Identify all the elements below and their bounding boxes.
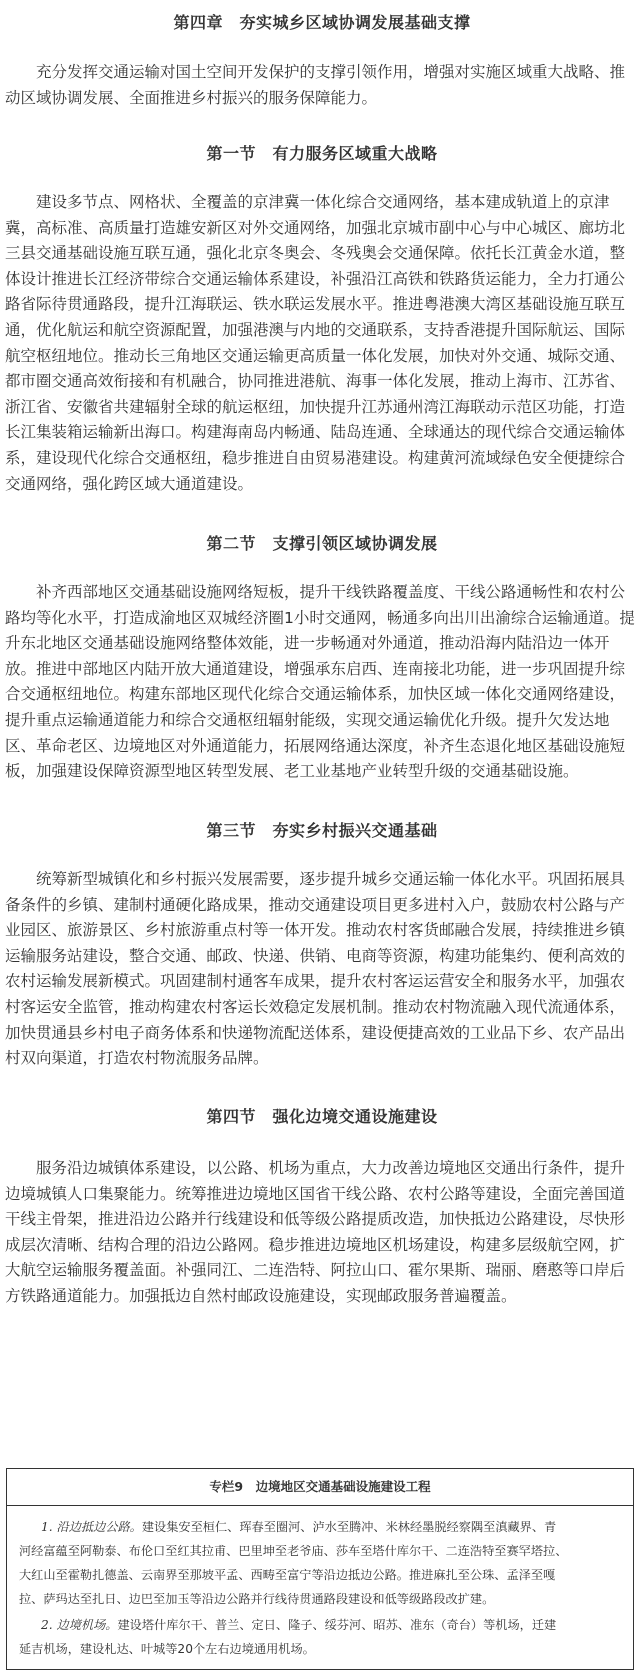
text-line: 干线主骨架，推进沿边公路并行线建设和低等级公路提质改造，加快抵边公路建设，尽快形	[5, 1210, 626, 1229]
text-line: 动区域协调发展、全面推进乡村振兴的服务保障能力。	[5, 88, 378, 107]
text-line: 交通网络，强化跨区域大通道建设。	[5, 474, 254, 493]
feature-box-title: 专栏9 边境地区交通基础设施建设工程	[209, 1479, 431, 1494]
text-line: 备条件的乡镇、建制村通硬化路成果，推动交通建设项目更多进村入户，鼓励农村公路与产	[5, 895, 626, 914]
chapter-title: 第四章 夯实城乡区域协调发展基础支撑	[173, 13, 471, 32]
item-text: 建设塔什库尔干、普兰、定日、隆子、绥芬河、昭苏、准东（奇台）等机场，迁建	[117, 1618, 557, 1632]
text-line: 提升重点运输通道能力和综合交通枢纽辐射能级，实现交通运输优化升级。提升欠发达地	[5, 710, 610, 729]
text-line: 冀，高标准、高质量打造雄安新区对外交通网络，加强北京城市副中心与中心城区、廊坊北	[5, 218, 626, 237]
text-line: 通，优化航运和航空资源配置，加强港澳与内地的交通联系，支持香港提升国际航运、国际	[5, 320, 626, 339]
text-line: 加快贯通县乡村电子商务体系和快递物流配送体系，建设便捷高效的工业品下乡、农产品出	[5, 1023, 626, 1042]
text-line	[19, 1613, 625, 1637]
text-line: 边境城镇人口集聚能力。统筹推进边境地区国省干线公路、农村公路等建设，全面完善国道	[5, 1184, 626, 1203]
feature-box-item-1	[19, 1515, 625, 1611]
text-line: 农村运输发展新模式。巩固建制村通客车成果，提升农村客运运营安全和服务水平，加强农	[5, 972, 626, 991]
text-line: 路省际待贯通路段，提升江海联运、铁水联运发展水平。推进粤港澳大湾区基础设施互联互	[5, 295, 626, 314]
text-line: 服务沿边城镇体系建设，以公路、机场为重点，大力改善边境地区交通出行条件，提升	[36, 1159, 626, 1177]
text-line: 建设多节点、网格状、全覆盖的京津冀一体化综合交通网络，基本建成轨道上的京津	[36, 193, 610, 211]
section-title-1: 第一节 有力服务区域重大战略	[206, 144, 438, 163]
text-line: 板，加强建设保障资源型地区转型发展、老工业基地产业转型升级的交通基础设施。	[5, 762, 579, 781]
feature-box	[6, 1468, 634, 1670]
text-line: 合交通枢纽地位。构建东部地区现代化综合交通运输体系，加快区域一体化交通网络建设，	[5, 685, 626, 704]
section-title-4: 第四节 强化边境交通设施建设	[206, 1107, 438, 1126]
text-line: 系，建设现代化综合交通枢纽，稳步推进自由贸易港建设。构建黄河流域绿色安全便捷综合	[5, 448, 626, 467]
item-tag: 2. 边境机场。	[41, 1618, 118, 1632]
text-line: 大红山至霍勒扎德盖、云南界至那坡平孟、西畴至富宁等沿边抵边公路。推进麻扎至公珠、孟泽至嘎	[19, 1568, 556, 1582]
section-3-paragraph	[5, 867, 635, 1072]
text-line: 大航空运输服务覆盖面。补强同江、二连浩特、阿拉山口、霍尔果斯、瑞丽、磨憨等口岸后	[5, 1261, 626, 1280]
section-title-3: 第三节 夯实乡村振兴交通基础	[206, 821, 438, 840]
text-line: 方铁路通道能力。加强抵边自然村邮政设施建设，实现邮政服务普遍覆盖。	[5, 1286, 517, 1305]
section-title-2: 第二节 支撑引领区域协调发展	[206, 534, 438, 553]
feature-box-item-2	[19, 1613, 625, 1661]
section-2-paragraph	[5, 580, 635, 785]
text-line: 运输服务站建设，整合交通、邮政、快递、供销、电商等资源，构建功能集约、便利高效的	[5, 946, 626, 965]
text-line: 浙江省、安徽省共建辐射全球的航运枢纽，加快提升江苏通州湾江海联动示范区功能，打造	[5, 397, 626, 416]
feature-box-divider	[7, 1505, 633, 1506]
text-line: 拉、萨玛达至扎日、边巴至加玉等沿边公路并行线待贯通路段建设和低等级路段改扩建。	[19, 1592, 495, 1606]
text-line: 统筹新型城镇化和乡村振兴发展需要，逐步提升城乡交通运输一体化水平。巩固拓展具	[36, 870, 626, 888]
section-1-paragraph	[5, 190, 635, 497]
text-line: 村客运安全监管，推动构建农村客运长效稳定发展机制。推动农村物流融入现代流通体系，	[5, 997, 626, 1016]
text-line: 充分发挥交通运输对国土空间开发保护的支撑引领作用，增强对实施区域重大战略、推	[36, 63, 626, 81]
text-line	[19, 1515, 625, 1539]
text-line: 补齐西部地区交通基础设施网络短板，提升干线铁路覆盖度、干线公路通畅性和农村公	[36, 583, 626, 601]
text-line: 成层次清晰、结构合理的沿边公路网。稳步推进边境地区机场建设，构建多层级航空网，扩	[5, 1235, 626, 1254]
item-tag: 1. 沿边抵边公路。	[41, 1520, 142, 1534]
text-line: 业园区、旅游景区、乡村旅游重点村等一体开发。推动农村客货邮融合发展，持续推进乡镇	[5, 921, 626, 940]
text-line: 放。推进中部地区内陆开放大通道建设，增强承东启西、连南接北功能，进一步巩固提升综	[5, 659, 626, 678]
text-line: 都市圈交通高效衔接和有机融合，协同推进港航、海事一体化发展，推动上海市、江苏省、	[5, 372, 626, 391]
chapter-intro-paragraph	[5, 60, 635, 111]
text-line: 升东北地区交通基础设施网络整体效能，进一步畅通对外通道，推动沿海内陆沿边一体开	[5, 634, 610, 653]
text-line: 延吉机场，建设札达、叶城等20个左右边境通用机场。	[19, 1642, 315, 1656]
text-line: 长江集装箱运输新出海口。构建海南岛内畅通、陆岛连通、全球通达的现代综合交通运输体	[5, 423, 626, 442]
text-line: 区、革命老区、边境地区对外通道能力，拓展网络通达深度，补齐生态退化地区基础设施短	[5, 736, 626, 755]
text-line: 河经富蕴至阿勒泰、布伦口至红其拉甫、巴里坤至老爷庙、莎车至塔什库尔干、二连浩特至赛罕塔拉、	[19, 1544, 568, 1558]
text-line: 村双向渠道，打造农村物流服务品牌。	[5, 1049, 269, 1068]
section-4-paragraph	[5, 1156, 635, 1310]
item-text: 建设集安至桓仁、珲春至圈河、泸水至腾冲、米林经墨脱经察隅至滇藏界、青	[141, 1520, 557, 1534]
text-line: 路均等化水平，打造成渝地区双城经济圈1小时交通网，畅通多向出川出渝综合运输通道。提	[5, 608, 635, 627]
text-line: 三县交通基础设施互联互通，强化北京冬奥会、冬残奥会交通保障。依托长江黄金水道，整	[5, 244, 626, 263]
text-line: 体设计推进长江经济带综合交通运输体系建设，补强沿江高铁和铁路货运能力，全力打通公	[5, 269, 626, 288]
text-line: 航空枢纽地位。推动长三角地区交通运输更高质量一体化发展，加快对外交通、城际交通、	[5, 346, 626, 365]
